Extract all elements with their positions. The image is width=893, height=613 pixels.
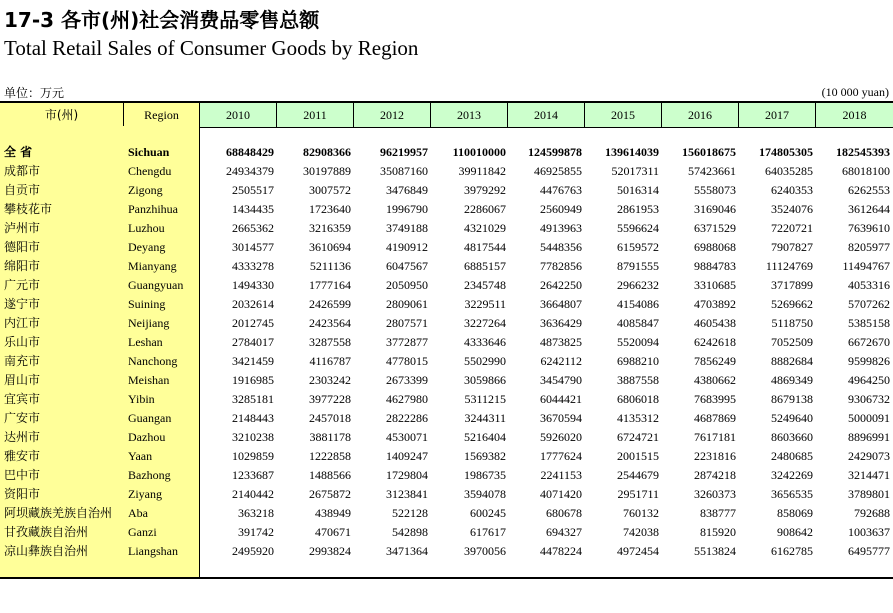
- value-cell: 39911842: [458, 164, 506, 178]
- value-cell: 3717899: [771, 278, 813, 292]
- value-cell: 7683995: [694, 392, 736, 406]
- value-cell: 30197889: [303, 164, 351, 178]
- value-cell: 2809061: [386, 297, 428, 311]
- table-row: [0, 314, 893, 333]
- value-cell: 3656535: [771, 487, 813, 501]
- value-cell: 4703892: [694, 297, 736, 311]
- value-cell: 2807571: [386, 316, 428, 330]
- value-cell: 3014577: [232, 240, 274, 254]
- value-cell: 2429073: [848, 449, 890, 463]
- table-header: [0, 101, 893, 128]
- value-cell: 9599826: [848, 354, 890, 368]
- value-cell: 2993824: [309, 544, 351, 558]
- region-name-english: Ziyang: [128, 487, 162, 501]
- value-cell: 5216404: [464, 430, 506, 444]
- value-cell: 52017311: [611, 164, 659, 178]
- value-cell: 3887558: [617, 373, 659, 387]
- value-cell: 6806018: [617, 392, 659, 406]
- value-cell: 3979292: [464, 183, 506, 197]
- value-cell: 5520094: [617, 335, 659, 349]
- value-cell: 4627980: [386, 392, 428, 406]
- value-cell: 5448356: [540, 240, 582, 254]
- value-cell: 3287558: [309, 335, 351, 349]
- region-name-english: Zigong: [128, 183, 163, 197]
- value-cell: 5707262: [848, 297, 890, 311]
- region-name-chinese: 甘孜藏族自治州: [4, 525, 89, 539]
- value-cell: 6724721: [617, 430, 659, 444]
- value-cell: 5016314: [617, 183, 659, 197]
- region-name-chinese: 内江市: [4, 316, 41, 330]
- table-row: [0, 428, 893, 447]
- value-cell: 5211136: [309, 259, 351, 273]
- value-cell: 1222858: [309, 449, 351, 463]
- region-name-english: Guangan: [128, 411, 172, 425]
- value-cell: 2822286: [386, 411, 428, 425]
- region-name-chinese: 眉山市: [4, 373, 41, 387]
- value-cell: 7220721: [771, 221, 813, 235]
- value-cell: 8791555: [617, 259, 659, 273]
- value-cell: 2032614: [232, 297, 274, 311]
- value-cell: 8603660: [771, 430, 813, 444]
- value-cell: 4071420: [540, 487, 582, 501]
- value-cell: 3310685: [694, 278, 736, 292]
- value-cell: 600245: [470, 506, 506, 520]
- region-name-chinese: 自贡市: [4, 183, 41, 197]
- region-name-chinese: 泸州市: [4, 221, 41, 235]
- value-cell: 1494330: [232, 278, 274, 292]
- region-name-chinese: 绵阳市: [4, 259, 41, 273]
- value-cell: 2784017: [232, 335, 274, 349]
- value-cell: 5249640: [771, 411, 813, 425]
- region-name-chinese: 成都市: [4, 164, 41, 178]
- region-name-chinese: 广安市: [4, 411, 41, 425]
- value-cell: 6162785: [771, 544, 813, 558]
- value-cell: 2050950: [386, 278, 428, 292]
- region-name-english: Panzhihua: [128, 202, 178, 216]
- table-bottom-rule: [0, 577, 893, 579]
- value-cell: 3059866: [464, 373, 506, 387]
- value-cell: 3244311: [464, 411, 506, 425]
- value-cell: 174805305: [759, 145, 813, 159]
- region-name-english: Mianyang: [128, 259, 177, 273]
- value-cell: 1916985: [232, 373, 274, 387]
- table-row: [0, 447, 893, 466]
- value-cell: 2544679: [617, 468, 659, 482]
- value-cell: 5311215: [464, 392, 506, 406]
- value-cell: 2140442: [232, 487, 274, 501]
- region-name-english: Neijiang: [128, 316, 170, 330]
- value-cell: 156018675: [682, 145, 736, 159]
- value-cell: 6371529: [694, 221, 736, 235]
- value-cell: 2675872: [309, 487, 351, 501]
- region-name-english: Luzhou: [128, 221, 165, 235]
- value-cell: 68848429: [226, 145, 274, 159]
- table-row: [0, 542, 893, 561]
- value-cell: 3881178: [309, 430, 351, 444]
- region-name-english: Leshan: [128, 335, 163, 349]
- region-name-chinese: 遂宁市: [4, 297, 41, 311]
- value-cell: 3594078: [464, 487, 506, 501]
- header-city-chinese: 市(州): [0, 103, 124, 127]
- region-name-english: Chengdu: [128, 164, 172, 178]
- unit-label-english: (10 000 yuan): [821, 85, 889, 99]
- value-cell: 3749188: [386, 221, 428, 235]
- value-cell: 1569382: [464, 449, 506, 463]
- value-cell: 3636429: [540, 316, 582, 330]
- value-cell: 2673399: [386, 373, 428, 387]
- value-cell: 57423661: [688, 164, 736, 178]
- value-cell: 3214471: [848, 468, 890, 482]
- value-cell: 3612644: [848, 202, 890, 216]
- value-cell: 2286067: [464, 202, 506, 216]
- value-cell: 5558073: [694, 183, 736, 197]
- region-name-english: Suining: [128, 297, 166, 311]
- region-name-chinese: 雅安市: [4, 449, 41, 463]
- value-cell: 792688: [854, 506, 890, 520]
- region-name-english: Guangyuan: [128, 278, 184, 292]
- value-cell: 2874218: [694, 468, 736, 482]
- value-cell: 8679138: [771, 392, 813, 406]
- value-cell: 3772877: [386, 335, 428, 349]
- value-cell: 6242618: [694, 335, 736, 349]
- value-cell: 2303242: [309, 373, 351, 387]
- value-cell: 7782856: [540, 259, 582, 273]
- region-name-english: Nanchong: [128, 354, 178, 368]
- region-name-chinese: 凉山彝族自治州: [4, 544, 89, 558]
- value-cell: 2505517: [232, 183, 274, 197]
- value-cell: 1409247: [386, 449, 428, 463]
- value-cell: 3227264: [464, 316, 506, 330]
- value-cell: 1777164: [309, 278, 351, 292]
- header-year: 2013: [431, 103, 508, 127]
- value-cell: 3970056: [464, 544, 506, 558]
- table-row: [0, 333, 893, 352]
- value-cell: 542898: [392, 525, 428, 539]
- value-cell: 3285181: [232, 392, 274, 406]
- table-title-english: Total Retail Sales of Consumer Goods by Region: [4, 36, 419, 60]
- table-row: [0, 352, 893, 371]
- value-cell: 3210238: [232, 430, 274, 444]
- value-cell: 2148443: [232, 411, 274, 425]
- value-cell: 6047567: [386, 259, 428, 273]
- region-name-chinese: 达州市: [4, 430, 41, 444]
- value-cell: 4605438: [694, 316, 736, 330]
- value-cell: 2560949: [540, 202, 582, 216]
- region-name-english: Liangshan: [128, 544, 178, 558]
- value-cell: 3229511: [464, 297, 506, 311]
- value-cell: 908642: [777, 525, 813, 539]
- region-name-chinese: 宜宾市: [4, 392, 41, 406]
- value-cell: 4817544: [464, 240, 506, 254]
- header-year: 2017: [739, 103, 816, 127]
- value-cell: 4085847: [617, 316, 659, 330]
- value-cell: 5513824: [694, 544, 736, 558]
- value-cell: 2423564: [309, 316, 351, 330]
- table-row: [0, 523, 893, 542]
- value-cell: 3670594: [540, 411, 582, 425]
- region-name-chinese: 南充市: [4, 354, 41, 368]
- region-name-chinese: 全 省: [4, 145, 33, 159]
- value-cell: 96219957: [380, 145, 428, 159]
- value-cell: 4476763: [540, 183, 582, 197]
- value-cell: 124599878: [528, 145, 582, 159]
- region-name-chinese: 巴中市: [4, 468, 41, 482]
- region-name-english: Yaan: [128, 449, 153, 463]
- value-cell: 9306732: [848, 392, 890, 406]
- value-cell: 1986735: [464, 468, 506, 482]
- value-cell: 2231816: [694, 449, 736, 463]
- region-name-english: Deyang: [128, 240, 166, 254]
- region-name-english: Sichuan: [128, 145, 170, 159]
- value-cell: 2861953: [617, 202, 659, 216]
- value-cell: 5118750: [771, 316, 813, 330]
- value-cell: 11494767: [842, 259, 890, 273]
- value-cell: 139614039: [605, 145, 659, 159]
- value-cell: 4333646: [464, 335, 506, 349]
- value-cell: 2457018: [309, 411, 351, 425]
- value-cell: 5000091: [848, 411, 890, 425]
- region-name-english: Bazhong: [128, 468, 171, 482]
- value-cell: 4687869: [694, 411, 736, 425]
- value-cell: 8896991: [848, 430, 890, 444]
- value-cell: 2241153: [540, 468, 582, 482]
- value-cell: 6262553: [848, 183, 890, 197]
- value-cell: 680678: [546, 506, 582, 520]
- value-cell: 2012745: [232, 316, 274, 330]
- value-cell: 2345748: [464, 278, 506, 292]
- value-cell: 2665362: [232, 221, 274, 235]
- value-cell: 4972454: [617, 544, 659, 558]
- value-cell: 617617: [470, 525, 506, 539]
- value-cell: 3476849: [386, 183, 428, 197]
- value-cell: 1996790: [386, 202, 428, 216]
- region-name-english: Yibin: [128, 392, 155, 406]
- value-cell: 1729804: [386, 468, 428, 482]
- header-year: 2018: [816, 103, 893, 127]
- table-row: [0, 238, 893, 257]
- table-row: [0, 390, 893, 409]
- region-name-chinese: 阿坝藏族羌族自治州: [4, 506, 113, 520]
- value-cell: 7856249: [694, 354, 736, 368]
- value-cell: 5502990: [464, 354, 506, 368]
- value-cell: 6044421: [540, 392, 582, 406]
- value-cell: 64035285: [765, 164, 813, 178]
- header-year: 2016: [662, 103, 739, 127]
- value-cell: 815920: [700, 525, 736, 539]
- value-cell: 5926020: [540, 430, 582, 444]
- value-cell: 3242269: [771, 468, 813, 482]
- table-row: [0, 181, 893, 200]
- value-cell: 7052509: [771, 335, 813, 349]
- value-cell: 4116787: [309, 354, 351, 368]
- value-cell: 2480685: [771, 449, 813, 463]
- value-cell: 1003637: [848, 525, 890, 539]
- value-cell: 11124769: [765, 259, 813, 273]
- table-row: [0, 257, 893, 276]
- value-cell: 2951711: [617, 487, 659, 501]
- value-cell: 46925855: [534, 164, 582, 178]
- unit-label-chinese: 单位：万元: [4, 86, 65, 100]
- value-cell: 391742: [238, 525, 274, 539]
- value-cell: 3454790: [540, 373, 582, 387]
- value-cell: 3260373: [694, 487, 736, 501]
- value-cell: 8882684: [771, 354, 813, 368]
- value-cell: 3610694: [309, 240, 351, 254]
- value-cell: 470671: [315, 525, 351, 539]
- value-cell: 858069: [777, 506, 813, 520]
- value-cell: 6885157: [464, 259, 506, 273]
- value-cell: 760132: [623, 506, 659, 520]
- value-cell: 6240353: [771, 183, 813, 197]
- region-name-english: Dazhou: [128, 430, 166, 444]
- value-cell: 4333278: [232, 259, 274, 273]
- value-cell: 4778015: [386, 354, 428, 368]
- region-name-chinese: 广元市: [4, 278, 41, 292]
- header-year: 2010: [200, 103, 277, 127]
- value-cell: 4321029: [464, 221, 506, 235]
- value-cell: 3123841: [386, 487, 428, 501]
- value-cell: 2642250: [540, 278, 582, 292]
- value-cell: 8205977: [848, 240, 890, 254]
- header-year: 2012: [354, 103, 431, 127]
- value-cell: 3169046: [694, 202, 736, 216]
- table-row: [0, 295, 893, 314]
- value-cell: 9884783: [694, 259, 736, 273]
- value-cell: 3007572: [309, 183, 351, 197]
- value-cell: 2495920: [232, 544, 274, 558]
- region-name-chinese: 攀枝花市: [4, 202, 53, 216]
- value-cell: 110010000: [452, 145, 506, 159]
- table-row: [0, 485, 893, 504]
- value-cell: 182545393: [836, 145, 890, 159]
- value-cell: 68018100: [842, 164, 890, 178]
- region-name-chinese: 德阳市: [4, 240, 41, 254]
- value-cell: 5596624: [617, 221, 659, 235]
- table-row-total: [0, 143, 893, 162]
- value-cell: 363218: [238, 506, 274, 520]
- value-cell: 4135312: [617, 411, 659, 425]
- region-name-english: Aba: [128, 506, 148, 520]
- value-cell: 4154086: [617, 297, 659, 311]
- value-cell: 5385158: [848, 316, 890, 330]
- value-cell: 7639610: [848, 221, 890, 235]
- value-cell: 3524076: [771, 202, 813, 216]
- value-cell: 742038: [623, 525, 659, 539]
- value-cell: 1434435: [232, 202, 274, 216]
- header-year: 2014: [508, 103, 585, 127]
- value-cell: 438949: [315, 506, 351, 520]
- header-year: 2015: [585, 103, 662, 127]
- region-name-chinese: 资阳市: [4, 487, 41, 501]
- value-cell: 7617181: [694, 430, 736, 444]
- value-cell: 3789801: [848, 487, 890, 501]
- region-name-chinese: 乐山市: [4, 335, 41, 349]
- value-cell: 82908366: [303, 145, 351, 159]
- value-cell: 4964250: [848, 373, 890, 387]
- value-cell: 4913963: [540, 221, 582, 235]
- table-row: [0, 276, 893, 295]
- value-cell: 3421459: [232, 354, 274, 368]
- value-cell: 3471364: [386, 544, 428, 558]
- table-row: [0, 162, 893, 181]
- value-cell: 4873825: [540, 335, 582, 349]
- value-cell: 1777624: [540, 449, 582, 463]
- value-cell: 1233687: [232, 468, 274, 482]
- value-cell: 24934379: [226, 164, 274, 178]
- value-cell: 838777: [700, 506, 736, 520]
- value-cell: 5269662: [771, 297, 813, 311]
- value-cell: 1723640: [309, 202, 351, 216]
- table-row: [0, 466, 893, 485]
- value-cell: 4190912: [386, 240, 428, 254]
- region-name-english: Meishan: [128, 373, 170, 387]
- value-cell: 522128: [392, 506, 428, 520]
- table-title-chinese: 17-3 各市(州)社会消费品零售总额: [4, 8, 320, 32]
- table-row: [0, 504, 893, 523]
- value-cell: 2001515: [617, 449, 659, 463]
- value-cell: 6988210: [617, 354, 659, 368]
- header-year: 2011: [277, 103, 354, 127]
- table-row: [0, 200, 893, 219]
- value-cell: 694327: [546, 525, 582, 539]
- table-row: [0, 219, 893, 238]
- value-cell: 6159572: [617, 240, 659, 254]
- value-cell: 2426599: [309, 297, 351, 311]
- value-cell: 4478224: [540, 544, 582, 558]
- value-cell: 6495777: [848, 544, 890, 558]
- value-cell: 1488566: [309, 468, 351, 482]
- value-cell: 4380662: [694, 373, 736, 387]
- value-cell: 4530071: [386, 430, 428, 444]
- value-cell: 3216359: [309, 221, 351, 235]
- value-cell: 2966232: [617, 278, 659, 292]
- value-cell: 3977228: [309, 392, 351, 406]
- value-cell: 6242112: [540, 354, 582, 368]
- value-cell: 35087160: [380, 164, 428, 178]
- region-name-english: Ganzi: [128, 525, 157, 539]
- value-cell: 7907827: [771, 240, 813, 254]
- value-cell: 4869349: [771, 373, 813, 387]
- value-cell: 6988068: [694, 240, 736, 254]
- value-cell: 3664807: [540, 297, 582, 311]
- value-cell: 4053316: [848, 278, 890, 292]
- table-row: [0, 409, 893, 428]
- value-cell: 1029859: [232, 449, 274, 463]
- header-region-english: Region: [124, 103, 200, 127]
- value-cell: 6672670: [848, 335, 890, 349]
- table-row: [0, 371, 893, 390]
